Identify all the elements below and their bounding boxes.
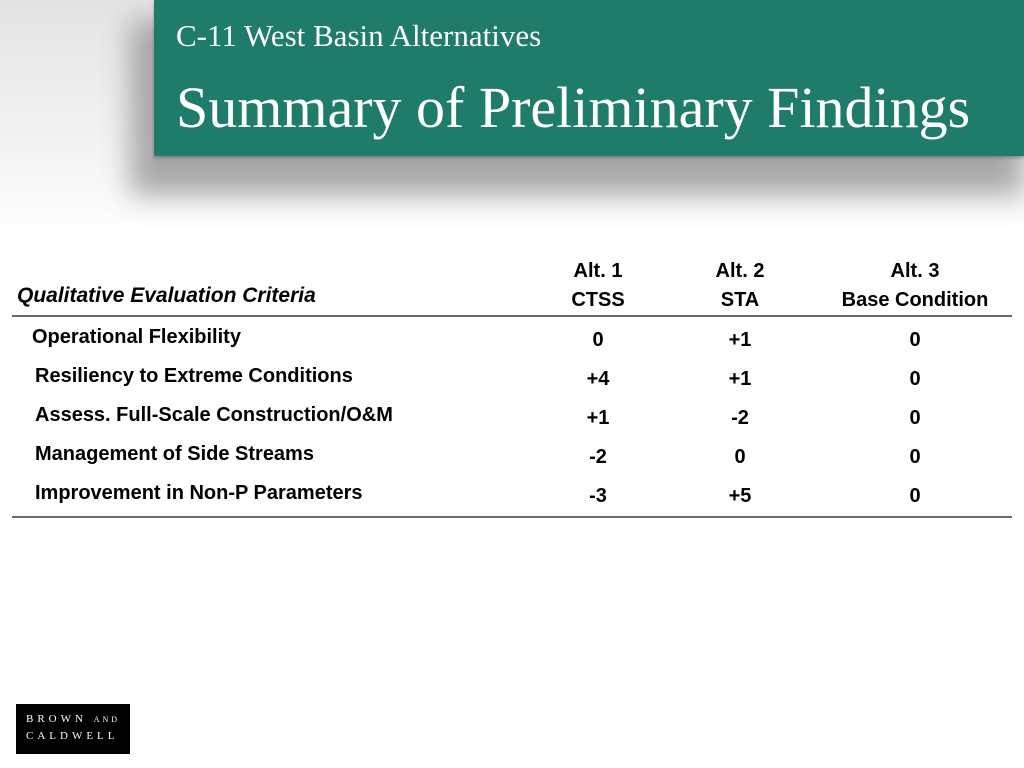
column-header-alt1-line2: CTSS — [571, 289, 625, 311]
logo-word-brown: BROWN — [26, 713, 87, 725]
table-bottom-rule — [12, 516, 1012, 518]
criterion-label: Resiliency to Extreme Conditions — [35, 365, 353, 387]
alt1-value: +4 — [586, 368, 610, 390]
criterion-label: Management of Side Streams — [35, 443, 314, 465]
column-header-alt2-line1: Alt. 2 — [715, 260, 765, 282]
logo-line-2: CALDWELL — [26, 730, 119, 742]
alt2-value: 0 — [734, 446, 746, 468]
brown-and-caldwell-logo — [16, 704, 130, 754]
alt3-value: 0 — [909, 446, 921, 468]
column-header-alt2 — [690, 257, 790, 315]
criterion-label: Improvement in Non-P Parameters — [35, 482, 363, 504]
criterion-label: Operational Flexibility — [32, 326, 241, 348]
alt2-value: +1 — [728, 368, 752, 390]
column-header-alt1-line1: Alt. 1 — [573, 260, 623, 282]
alt2-value: +1 — [728, 329, 752, 351]
alt3-value: 0 — [909, 368, 921, 390]
alt1-value: -3 — [589, 485, 607, 507]
slide-subtitle: C-11 West Basin Alternatives — [176, 18, 542, 53]
alt3-value: 0 — [909, 329, 921, 351]
alt3-value: 0 — [909, 485, 921, 507]
column-header-alt2-line2: STA — [720, 289, 760, 311]
alt1-value: 0 — [592, 329, 604, 351]
slide-title: Summary of Preliminary Findings — [176, 75, 971, 140]
logo-line-1 — [26, 713, 126, 725]
column-header-alt3-line2: Base Condition — [841, 289, 989, 311]
alt3-value: 0 — [909, 407, 921, 429]
criterion-label: Assess. Full-Scale Construction/O&M — [35, 404, 393, 426]
criteria-column-header: Qualitative Evaluation Criteria — [17, 284, 316, 307]
alt2-value: -2 — [731, 407, 749, 429]
column-header-alt3 — [815, 257, 1015, 315]
alt2-value: +5 — [728, 485, 752, 507]
column-header-alt1 — [548, 257, 648, 315]
alt1-value: -2 — [589, 446, 607, 468]
table-header-rule — [12, 315, 1012, 317]
column-header-alt3-line1: Alt. 3 — [890, 260, 940, 282]
logo-word-and: AND — [93, 715, 121, 724]
alt1-value: +1 — [586, 407, 610, 429]
